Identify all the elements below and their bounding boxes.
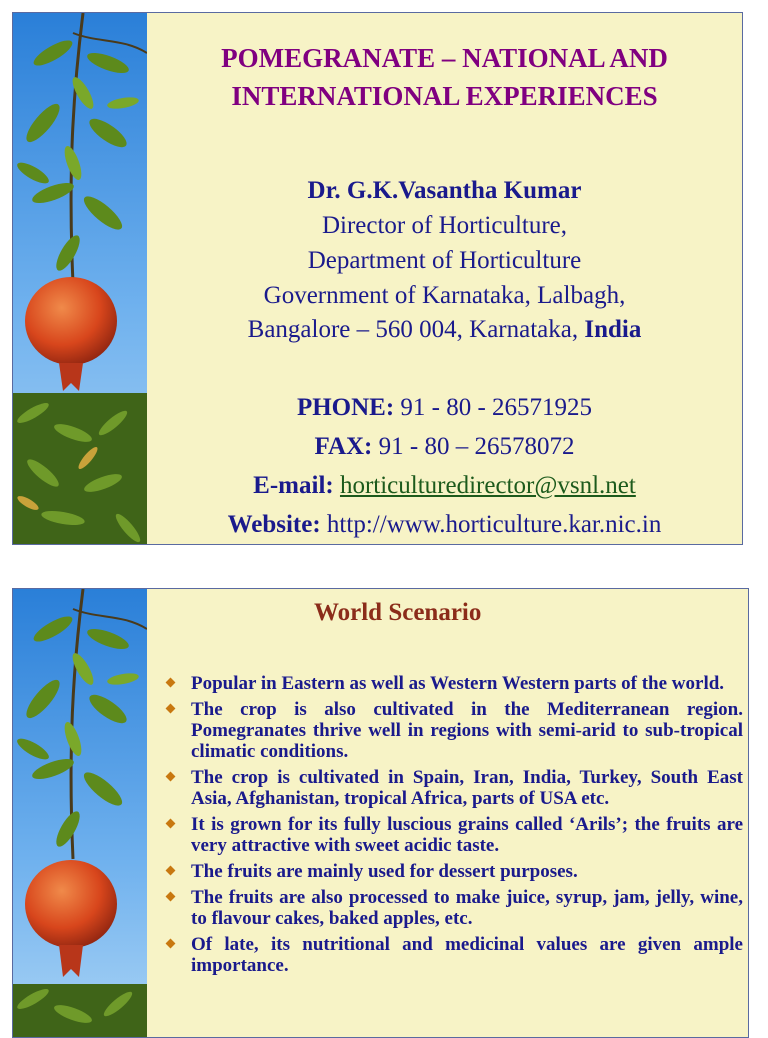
diamond-bullet-icon [166, 678, 176, 688]
email-link[interactable]: horticulturedirector@vsnl.net [339, 472, 636, 499]
bullet-text: The crop is cultivated in Spain, Iran, India, Turkey, South East Asia, Afghanistan, tropical Africa, parts of USA etc. [191, 767, 743, 809]
bullet-text: Popular in Eastern as well as Western Western parts of the world. [191, 673, 725, 694]
slide-title [147, 39, 742, 115]
phone-value: 91 - 80 - 26571925 [400, 394, 593, 421]
address-line-2-text: Bangalore – 560 004, Karnataka, [247, 316, 579, 343]
list-item [163, 767, 743, 809]
diamond-bullet-icon [166, 704, 176, 714]
pomegranate-photo [13, 589, 147, 1037]
list-item [163, 934, 743, 976]
address-line-1: Government of Karnataka, Lalbagh, [263, 282, 626, 309]
phone-line [147, 390, 742, 425]
bullet-text: Of late, its nutritional and medicinal values are given ample importance. [191, 934, 743, 976]
list-item [163, 861, 743, 882]
fax-label: FAX: [314, 433, 373, 460]
bullet-text: It is grown for its fully luscious grains called ‘Arils’; the fruits are very attractive with sweet acidic taste. [191, 814, 743, 856]
diamond-bullet-icon [166, 772, 176, 782]
address-line-2 [147, 312, 742, 347]
email-line [147, 468, 742, 503]
author-name: Dr. G.K.Vasantha Kumar [307, 177, 582, 204]
list-item [163, 673, 743, 694]
world-scenario-slide [12, 588, 749, 1038]
bullet-text: The fruits are also processed to make juice, syrup, jam, jelly, wine, to flavour cakes, baked apples, etc. [191, 887, 743, 929]
title-line-2: INTERNATIONAL EXPERIENCES [231, 81, 658, 111]
bullet-list [163, 673, 743, 981]
list-item [163, 814, 743, 856]
bullet-text: The fruits are mainly used for dessert purposes. [191, 861, 578, 882]
diamond-bullet-icon [166, 866, 176, 876]
email-label: E-mail: [253, 472, 334, 499]
phone-label: PHONE: [296, 394, 395, 421]
list-item [163, 887, 743, 929]
author-designation: Director of Horticulture, [321, 212, 568, 239]
title-line-1: POMEGRANATE – NATIONAL AND [221, 43, 668, 73]
bullet-text: The crop is also cultivated in the Mediterranean region. Pomegranates thrive well in regions with semi-arid to sub-tropical climatic conditions. [191, 699, 743, 762]
fax-value: 91 - 80 – 26578072 [378, 433, 575, 460]
author-department: Department of Horticulture [307, 247, 582, 274]
fax-line [147, 429, 742, 464]
website-label: Website: [227, 511, 321, 538]
diamond-bullet-icon [166, 939, 176, 949]
pomegranate-photo [13, 13, 147, 544]
website-link[interactable]: http://www.horticulture.kar.nic.in [326, 511, 662, 538]
address-country: India [584, 316, 642, 343]
diamond-bullet-icon [166, 819, 176, 829]
diamond-bullet-icon [166, 892, 176, 902]
website-line [147, 507, 742, 542]
section-heading: World Scenario [314, 599, 482, 626]
title-slide [12, 12, 743, 545]
list-item [163, 699, 743, 762]
